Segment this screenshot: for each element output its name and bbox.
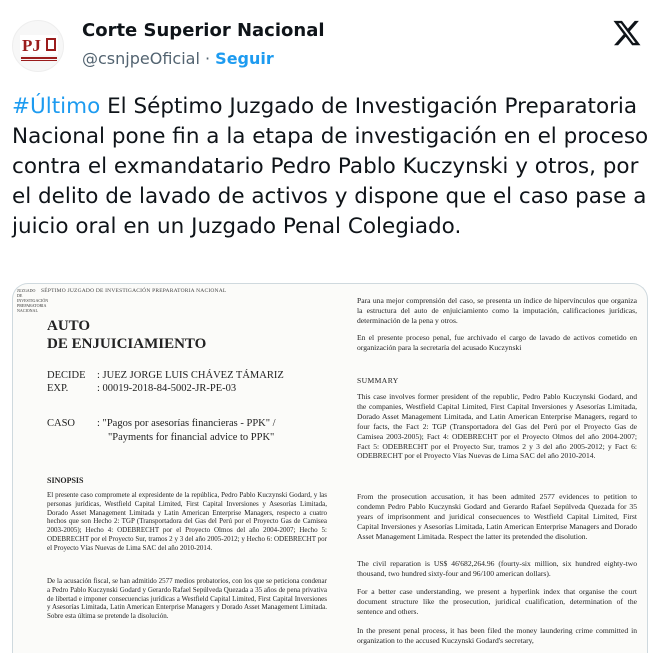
document-title: [47, 317, 206, 353]
account-name[interactable]: Corte Superior Nacional: [82, 20, 325, 41]
title-line-1: AUTO: [47, 318, 91, 334]
decide-value: : JUEZ JORGE LUIS CHÁVEZ TÁMARIZ: [97, 370, 284, 381]
x-logo-icon[interactable]: [612, 18, 642, 48]
separator: ·: [204, 49, 211, 68]
caso-label: CASO: [47, 418, 76, 429]
follow-button[interactable]: Seguir: [215, 49, 274, 68]
right-paragraph-1: Para una mejor comprensión del caso, se presenta un índice de hipervínculos que organiza la estructura del auto de enjuiciamiento como la imputación, calificaciones jurídicas, determinación de la pena y otros.: [357, 296, 637, 325]
right-paragraph-6: For a better case understanding, we present a hyperlink index that organise the court document structure like the prosecution, juridical cualification, determination of the sentence and others.: [357, 587, 637, 616]
document-page: [13, 284, 647, 653]
sinopsis-paragraph-2: De la acusación fiscal, se han admitido 2577 medios probatorios, con los que se peticiona condenar a Pedro Pablo Kuczynski Godard y Gerardo Rafael Sepúlveda Quezada a 35 años de pena privativa de libertad e imponer consecuencias jurídicas a Westfield Capital Limited, First Capital Inversiones y Asesorías Limitada, Latin American Enterprise Managers y Dorado Asset Management Limitada. Sobre esta última se pretende la disolución.: [47, 577, 327, 621]
exp-row: [47, 383, 236, 394]
sinopsis-heading: SINOPSIS: [47, 476, 84, 485]
sinopsis-paragraph-1: El presente caso compromete al expresidente de la república, Pedro Pablo Kuczynski Godard, y las personas jurídicas, Westfield Capital Limited, First Capital Inversiones y Asesorías Limitada, Dorado Asset Management Limitada y Latin American Enterprise Managers, respecto a cuatro hechos que son Hecho 2: TGP (Transportadora del Gas del Perú por el Proyecto Gas de Camisea 2003-2005); Hecho 4: ODEBRECHT por el Proyecto Olmos del año 2004-2007; Hecho 5: ODEBRECHT por el Proyecto Sur, tramos 2 y 3 del año 2005-2012; y Hecho 6: ODEBRECHT por el Proyecto Vías Nuevas de Lima SAC del año 2010-2014.: [47, 491, 327, 552]
document-left-column: [13, 284, 335, 653]
account-handle[interactable]: @csnjpeOficial: [82, 49, 200, 68]
handle-row: [82, 49, 274, 68]
hashtag-link[interactable]: #Último: [12, 94, 101, 119]
exp-label: EXP.: [47, 383, 69, 394]
title-line-2: DE ENJUICIAMIENTO: [47, 336, 207, 352]
summary-heading: SUMMARY: [357, 376, 399, 385]
caso-value-2: "Payments for financial advice to PPK": [108, 432, 275, 443]
decide-row: [47, 370, 284, 381]
tweet-body: El Séptimo Juzgado de Investigación Preparatoria Nacional pone fin a la etapa de investigación en el proceso contra el exmandatario Pedro Pablo Kuczynski y otros, por el delito de lavado de activos y dispone que el caso pase a juicio oral en un Juzgado Penal Colegiado.: [12, 94, 649, 239]
avatar[interactable]: [12, 20, 64, 72]
tweet-media-image[interactable]: [12, 283, 648, 653]
caso-row: [47, 418, 276, 429]
caso-value-1: : "Pagos por asesorías financieras - PPK" /: [97, 418, 276, 429]
right-paragraph-5: The civil reparation is US$ 46'682,264.96 (fourty-six million, six hundred eighty-two thousand, two hundred sixty-four and 96/100 american dollars).: [357, 559, 637, 578]
margin-stamp: JUZGADO DE INVESTIGACIÓN PREPARATORIA NACIONAL: [17, 288, 49, 313]
right-paragraph-2: En el presente proceso penal, fue archivado el cargo de lavado de activos cometido en organización para la secretaría del acusado Kuczynski: [357, 333, 637, 352]
tweet-header: [12, 14, 652, 74]
document-right-column: [335, 284, 648, 653]
tweet-text: [12, 92, 652, 242]
exp-value: : 00019-2018-84-5002-JR-PE-03: [97, 383, 237, 394]
document-header-rule: SÉPTIMO JUZGADO DE INVESTIGACIÓN PREPARATORIA NACIONAL: [41, 288, 227, 294]
right-paragraph-7: In the present penal process, it has been filed the money laundering crime committed in organization to the accused Kuczynski Godard's secretary,: [357, 626, 637, 645]
svg-text:PJ: PJ: [22, 36, 41, 55]
decide-label: DECIDE: [47, 370, 86, 381]
right-paragraph-3: This case involves former president of the republic, Pedro Pablo Kuczynski Godard, and the companies, Westfield Capital Limited, First Capital Inversiones y Asesorías Limitada, Dorado Asset Management Limitada, and Latin American Enterprise Managers, regard to four facts, the Fact 2: TGP (Transportadora del Gas del Perú por el Proyecto Gas de Camisea 2003-2005); Fact 4: ODEBRECHT por el Proyecto Olmos del año 2004-2007; Fact 5: ODEBRECHT por el Proyecto Sur, tramos 2 y 3 del año 2005-2012; y Fact 6: ODEBRECHT por el Proyecto Vías Nuevas de Lima SAC del año 2010-2014.: [357, 392, 637, 461]
right-paragraph-4: From the prosecution accusation, it has been admited 2577 evidences to petition to condemn Pedro Pablo Kuczynski Godard and Gerardo Rafael Sepúlveda Quezada for 35 years of imprisonment and juridical consecuences to Westfield Capital Limited, First Capital Inversiones y Asesorías Limitada, Latin American Enterprise Managers and Dorado Asset Management Limitada. Respect the latter its pretended the disolution.: [357, 492, 637, 541]
pj-logo-icon: [13, 21, 64, 72]
